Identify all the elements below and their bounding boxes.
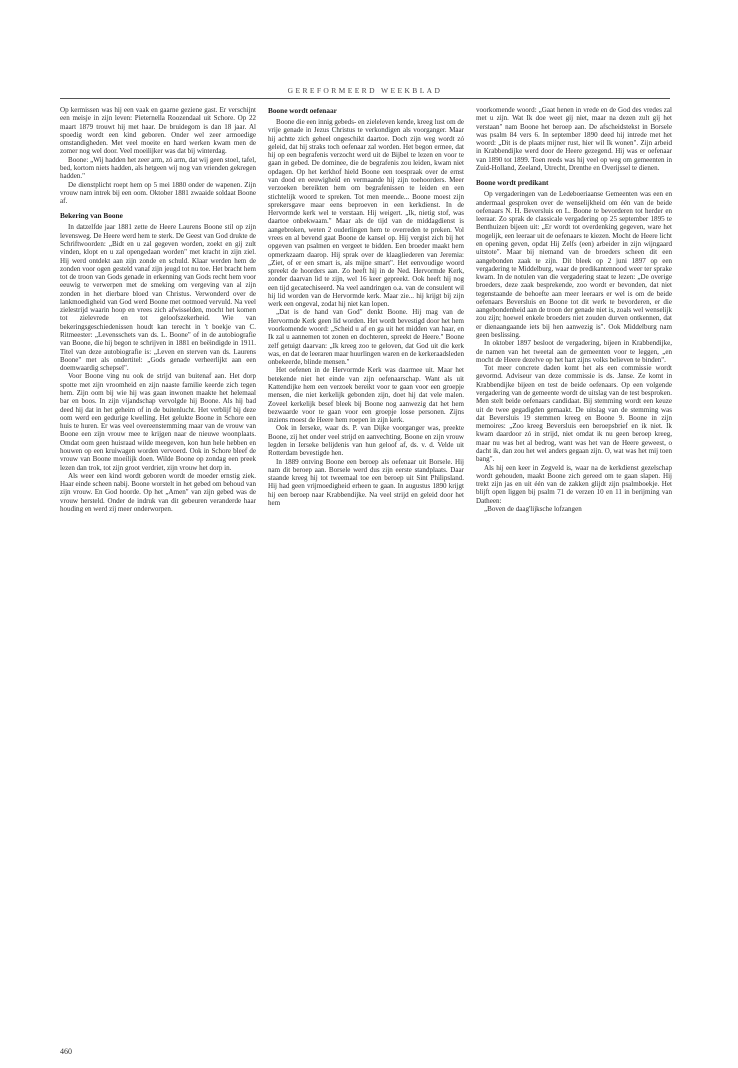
paragraph: Op vergaderingen van de Ledeboeriaanse Gemeenten was een en andermaal gesproken over de wenselijkheid om één van de beide oefenaars N. H. Beversluis en L. Boone te bevorderen tot herder en leeraar. Zo sprak de classicale vergadering op 25 september 1895 te Benthuizen bijeen uit: „Er wordt tot overdenking gegeven, ware het mogelijk, een leeraar uit de oefenaars te kiezen. Mocht de Heere licht en opening geven, opdat Hij Zelfs (een) arbeider in zijn wijngaard uitstote". Maar bij niemand van de broeders scheen dit een aangebonden zaak te zijn. Dit bleek op 2 juni 1897 op een vergadering te Middelburg, waar de predikantennood weer ter sprake kwam. In de notulen van die vergadering staat te lezen: „De overige broeders, deze zaak besprekende, zoo wordt er bevonden, dat niet tegenstaande de behoefte aan meer leeraars er wel is om de beide oefenaars Beversluis en Boone tot dit werk te bevorderen, er die aangebondenheid aan de troon der genade niet is, zoals wel wenselijk zou zijn; hoewel enkele broeders niet zouden durven ontkennen, dat er dienaangaande iets bij hen aanwezig is". Ook Middelburg nam geen beslissing.	[476, 190, 672, 340]
paragraph: Als hij een keer in Zegveld is, waar na de kerkdienst gezelschap wordt gehouden, maakt Boone zich gereed om te gaan slapen. Hij trekt zijn jas en uit één van de zakken glijdt zijn psalmboekje. Het blijft open liggen bij psalm 71 de verzen 10 en 11 in berijming van Datheen:	[476, 463, 672, 505]
section-heading: Bekering van Boone	[60, 211, 123, 221]
paragraph: Voor Boone ving nu ook de strijd van buitenaf aan. Het dorp spotte met zijn vroomheid en zijn naaste familie keerde zich tegen hem. Zijn oom bij wie hij was gaan inwonen maakte het helemaal bar en boos. In zijn vijandschap vervolgde hij Boone. Als hij bad deed hij dat in het geheim of in de buitenlucht. Het verblijf bij deze oom werd een gedurige kwelling. Het gelukte Boone in Schore een huis te huren. Er was veel overeenstemming maar van de vrouw van Boone een zijn vrouw mee te krijgen naar de nieuwe woonplaats. Omdat oom geen huisraad wilde meegeven, kon hun hele hebben en houwen op een kruiwagen worden vervoerd. Ook in Schore bleef de vrouw van Boone moeilijk doen. Wilde Boone op zondag een preek lezen dan trok, tot zijn groot verdriet, zijn vrouw het dorp in.	[60, 372, 256, 472]
page-number: 460	[60, 1047, 72, 1056]
paragraph: Tot meer concrete daden komt het als een commissie wordt gevormd. Adviseur van deze commissie is ds. Janse. Ze komt in Krabbendijke bijeen en test de beide oefenaars. Op een volgende vergadering van de gemeente wordt de uitslag van de test besproken. Men stelt beide oefenaars candidaat. Bij stemming wordt een keuze uit de twee gegadigden gemaakt. De uitslag van de stemming was dat Beversluis 19 stemmen kreeg en Boone 9. Boone in zijn memoires: „Zoo kreeg Beversluis een beroepsbrief en ik niet. Ik kwam daardoor zó in strijd, niet omdat ik nu geen beroep kreeg, maar nu was het al bedrog, want was het van de Heere geweest, o dacht ik, dan zou het wel anders gegaan zijn. O, wat was het mij toen bang".	[476, 364, 672, 464]
header-rule	[60, 98, 670, 99]
paragraph: Ook in Ierseke, waar ds. P. van Dijke voorganger was, preekte Boone, zij het onder veel strijd en aanvechting. Boone en zijn vrouw legden in Ierseke belijdenis van hun geloof af, ds. v. d. Velde uit Rotterdam bevestigde hen.	[268, 424, 464, 458]
column-2	[268, 106, 464, 1026]
paragraph: In datzelfde jaar 1881 zette de Heere Laurens Boone stil op zijn levensweg. De Heere werd hem te sterk. De Geest van God drukte de Schriftwoorden: „Bidt en u zal gegeven worden, zoekt en gij zult vinden, klopt en u zal opengedaan worden" met kracht in zijn ziel. Hij werd ontdekt aan zijn zonde en schuld. Klaar werden hem de zonden voor ogen gesteld vanaf zijn jeugd tot nu toe. Het bracht hem tot de troon van Gods genade in erkenning van Gods recht hem voor eeuwig te verwerpen met de smeking om vergeving van al zijn zonden in het dierbare bloed van Christus. Verwonderd over de lankmoedigheid van God werd Boone met ootmoed vervuld. Na veel zielestrijd waarin hoop en vrees zich afwisselden, mocht het komen tot zielevrede en tot geloofszekerheid. Wie van bekeringsgeschiedenissen houdt kan terecht in 't boekje van C. Ritmeester: „Levensschets van ds. L. Boone" of in de autobiografie van Boone, die hij begon te schrijven in 1881 en beëindigde in 1911. Titel van deze autobiografie is: „Leven en sterven van ds. Laurens Boone" met als ondertitel: „Gods genade verheerlijkt aan een doemwaardig schepsel".	[60, 223, 256, 373]
paragraph: In oktober 1897 besloot de vergadering, bijeen in Krabbendijke, de namen van het tweetal aan de gemeenten voor te leggen, „en mocht de Heere dezelve op het hart zijns volks believen te binden".	[476, 339, 672, 364]
paragraph: In 1889 ontving Boone een beroep als oefenaar uit Borsele. Hij nam dit beroep aan. Borsele werd dus zijn eerste standplaats. Daar staande kreeg hij tot tweemaal toe een beroep uit Sint Philipsland. Hij had geen vrijmoedigheid erheen te gaan. In augustus 1890 krijgt hij een beroep naar Krabbendijke. Na veel strijd en geleid door het hem	[268, 457, 464, 507]
running-header: GEREFORMEERD WEEKBLAD	[287, 86, 443, 95]
column-1	[60, 106, 256, 1026]
paragraph: „Boven de daag'lijksche lofzangen	[484, 504, 582, 513]
section-heading: Boone wordt oefenaar	[268, 106, 337, 115]
paragraph: Op kermissen was hij een vaak en gaarne geziene gast. Er verschijnt een meisje in zijn leven: Pieternella Roozendaal uit Schore. Op 22 maart 1879 trouwt hij met haar. De bruidegom is dan 18 jaar. Al spoedig wordt een kind geboren. Onder wel zeer armoedige omstandigheden. Met veel moeite en hard werken kwam men de zomer nog wel door. Veel moeilijker was dat bij winterdag.	[60, 106, 256, 156]
paragraph: Boone die een innig gebeds- en zieleleven kende, kreeg lust om de vrije genade in Jezus Christus te verkondigen als voorganger. Maar hij achtte zich geheel ongeschikt daartoe. Doch zijn weg wordt zó geleid, dat hij straks toch oefenaar zal worden. Het begon ermee, dat hij op een begrafenis verzocht werd uit de Bijbel te lezen en voor te gaan in gebed. De dominee, die de begrafenis zou leiden, kwam niet opdagen. Op het kerkhof hield Boone een toespraak over de ernst van dood en eeuwigheid en vermaande hij zijn toehoorders. Meer verzoeken bereikten hem om begrafenissen te leiden en een stichtelijk woord te spreken. Tot men meende... Boone moest zijn sprekersgave maar eens beproeven in een kerkdienst. In de Hervormde kerk wel te verstaan. Hij weigert. „Ik, nietig stof, was daartoe onbekwaam." Maar als de tijd van de middagdienst is aangebroken, weten 2 ouderlingen hem te overreden te preken. Vol vrees en al bevend gaat Boone de kansel op. Hij vergist zich bij het opgeven van psalmen en vergeet te bidden. Een broeder maakt hem opmerkzaam daarop. Hij sprak over de klaagliederen van Jeremia: „Ziet, of er een smart is, als mijne smart". Het eenvoudige woord spreekt de hoorders aan. Zo heeft hij in de Ned. Hervormde Kerk, zonder daarvan lid te zijn, wel 16 keer gepreekt. Ook heeft hij nog een tijd gecatechiseerd. Na veel aandringen o.a. van de consulent wil hij lid worden van de Hervormde kerk. Maar zie... hij krijgt bij zijn werk een ongeval, zodat hij niet kan lopen.	[268, 118, 464, 309]
paragraph: „Dat is de hand van God" denkt Boone. Hij mag van de Hervormde Kerk geen lid worden. Het wordt bevestigd door het hem voorkomende woord: „Scheid u af en ga uit het midden van haar, en Ik zal u aannemen tot zonen en dochteren, spreekt de Heere." Boone zelf getuigt daarvan: „Ik kreeg zoo te geloven, dat God uit die kerk was, en dat de leeraren maar huurlingen waren en de kerkeraadsleden onbekeerde, blinde mensen."	[268, 308, 464, 367]
section-heading: Boone wordt predikant	[476, 178, 549, 188]
paragraph: De dienstplicht roept hem op 5 mei 1880 onder de wapenen. Zijn vrouw nam intrek bij een oom. Oktober 1881 zwaaide soldaat Boone af.	[60, 180, 256, 206]
paragraph: voorkomende woord: „Gaat henen in vrede en de God des vredes zal met u zijn. Wat Ik doe weet gij niet, maar na dezen zult gij het verstaan" nam Boone het beroep aan. De afscheidstekst in Borsele was psalm 84 vers 6. In september 1890 deed hij intrede met het woord: „Dit is de plaats mijner rust, hier wil Ik wonen". Zijn arbeid in Krabbendijke werd door de Heere gezegend. Hij was er oefenaar van 1890 tot 1899. Toen reeds was hij veel op weg om gemeenten in Zuid-Holland, Zeeland, Utrecht, Drenthe en Overijssel te dienen.	[476, 106, 672, 172]
paragraph: Het oefenen in de Hervormde Kerk was daarmee uit. Maar het betekende niet het einde van zijn oefenaarschap. Want als uit Kattendijke hem een verzoek bereikt voor te gaan voor een groepje mensen, die niet kerkelijk gebonden zijn, doet hij dat vele malen. Zoveel kerkelijk besef bleek bij Boone nog aanwezig dat het hem bezwaarde voor te gaan voor een groepje losse personen. Zijns inziens moest de Heere hem roepen in zijn kerk.	[268, 366, 464, 425]
column-3	[476, 106, 672, 1026]
paragraph: Boone: „Wij hadden het zeer arm, zó arm, dat wij geen stoel, tafel, bed, kortom niets hadden, als hetgeen wij nog van vrienden gekregen hadden."	[60, 155, 256, 181]
paragraph: Als weer een kind wordt geboren wordt de moeder ernstig ziek. Haar einde scheen nabij. Boone worstelt in het gebed om behoud van zijn vrouw. En God hoorde. Op het „Amen" van zijn gebed was de vrouw hersteld. Onder de indruk van dit gebeuren veranderde haar houding en werd zij meer onderworpen.	[60, 471, 256, 513]
